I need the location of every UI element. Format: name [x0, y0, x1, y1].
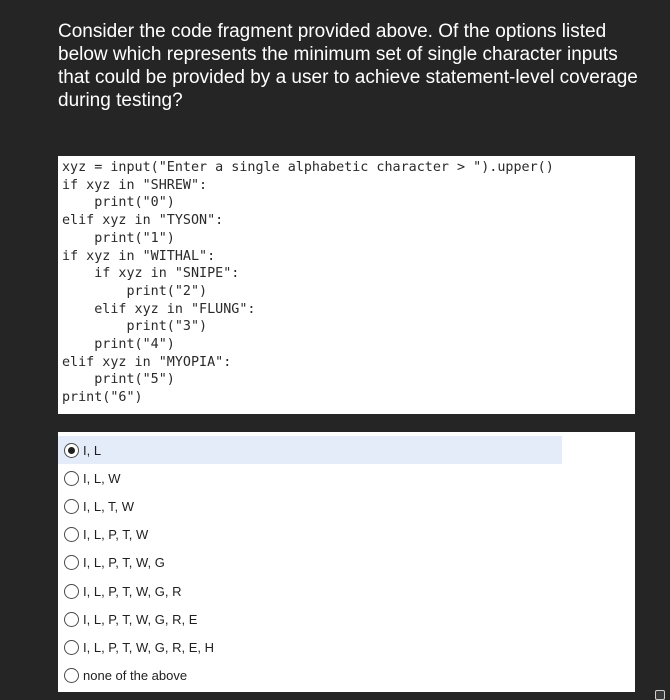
code-line: elif xyz in "TYSON": [62, 213, 224, 229]
radio-icon[interactable] [64, 668, 79, 683]
option-label: I, L, P, T, W, G [83, 555, 165, 571]
option-label: none of the above [83, 668, 188, 684]
radio-dot-icon [68, 447, 75, 454]
code-line: elif xyz in "FLUNG": [62, 301, 256, 317]
option-i-l-p-t-w-g-r[interactable] [58, 577, 635, 605]
radio-selected-icon[interactable] [64, 443, 79, 458]
code-line: print("3") [62, 319, 208, 335]
option-label: I, L, P, T, W [83, 527, 149, 543]
code-line: print("1") [62, 230, 175, 246]
radio-icon[interactable] [64, 499, 79, 514]
option-i-l-p-t-w-g[interactable] [58, 549, 635, 577]
code-line: if xyz in "SNIPE": [62, 266, 240, 282]
code-line: print("6") [62, 390, 143, 406]
option-label: I, L, P, T, W, G, R [83, 583, 182, 599]
code-line: print("5") [62, 372, 175, 388]
answer-options [58, 432, 635, 692]
code-fragment [58, 156, 635, 414]
corner-widget-icon[interactable] [655, 690, 665, 700]
radio-icon[interactable] [64, 471, 79, 486]
option-label: I, L, T, W [83, 498, 135, 514]
option-label: I, L, W [83, 470, 121, 486]
radio-icon[interactable] [64, 527, 79, 542]
option-i-l-w[interactable] [58, 464, 635, 492]
question-text: Consider the code fragment provided above. Of the options listed below which represents the minimum set of single character inputs that could be provided by a user to achieve statement-level coverage during testing? [58, 21, 638, 111]
option-i-l-p-t-w[interactable] [58, 521, 635, 549]
code-line: print("4") [62, 337, 175, 353]
radio-icon[interactable] [64, 555, 79, 570]
radio-icon[interactable] [64, 584, 79, 599]
option-i-l[interactable] [58, 436, 562, 464]
code-line: print("0") [62, 195, 175, 211]
option-label: I, L, P, T, W, G, R, E, H [83, 639, 215, 655]
code-line: if xyz in "WITHAL": [62, 248, 216, 264]
code-line: xyz = input("Enter a single alphabetic character > ").upper() [62, 160, 554, 175]
code-line: elif xyz in "MYOPIA": [62, 354, 232, 370]
option-i-l-p-t-w-g-r-e-h[interactable] [58, 633, 635, 661]
radio-icon[interactable] [64, 612, 79, 627]
radio-icon[interactable] [64, 640, 79, 655]
option-label: I, L [83, 442, 102, 458]
option-none-of-the-above[interactable] [58, 662, 635, 690]
option-i-l-t-w[interactable] [58, 492, 635, 520]
option-label: I, L, P, T, W, G, R, E [83, 611, 198, 627]
code-line: print("2") [62, 283, 208, 299]
code-line: if xyz in "SHREW": [62, 177, 208, 193]
option-i-l-p-t-w-g-r-e[interactable] [58, 605, 635, 633]
